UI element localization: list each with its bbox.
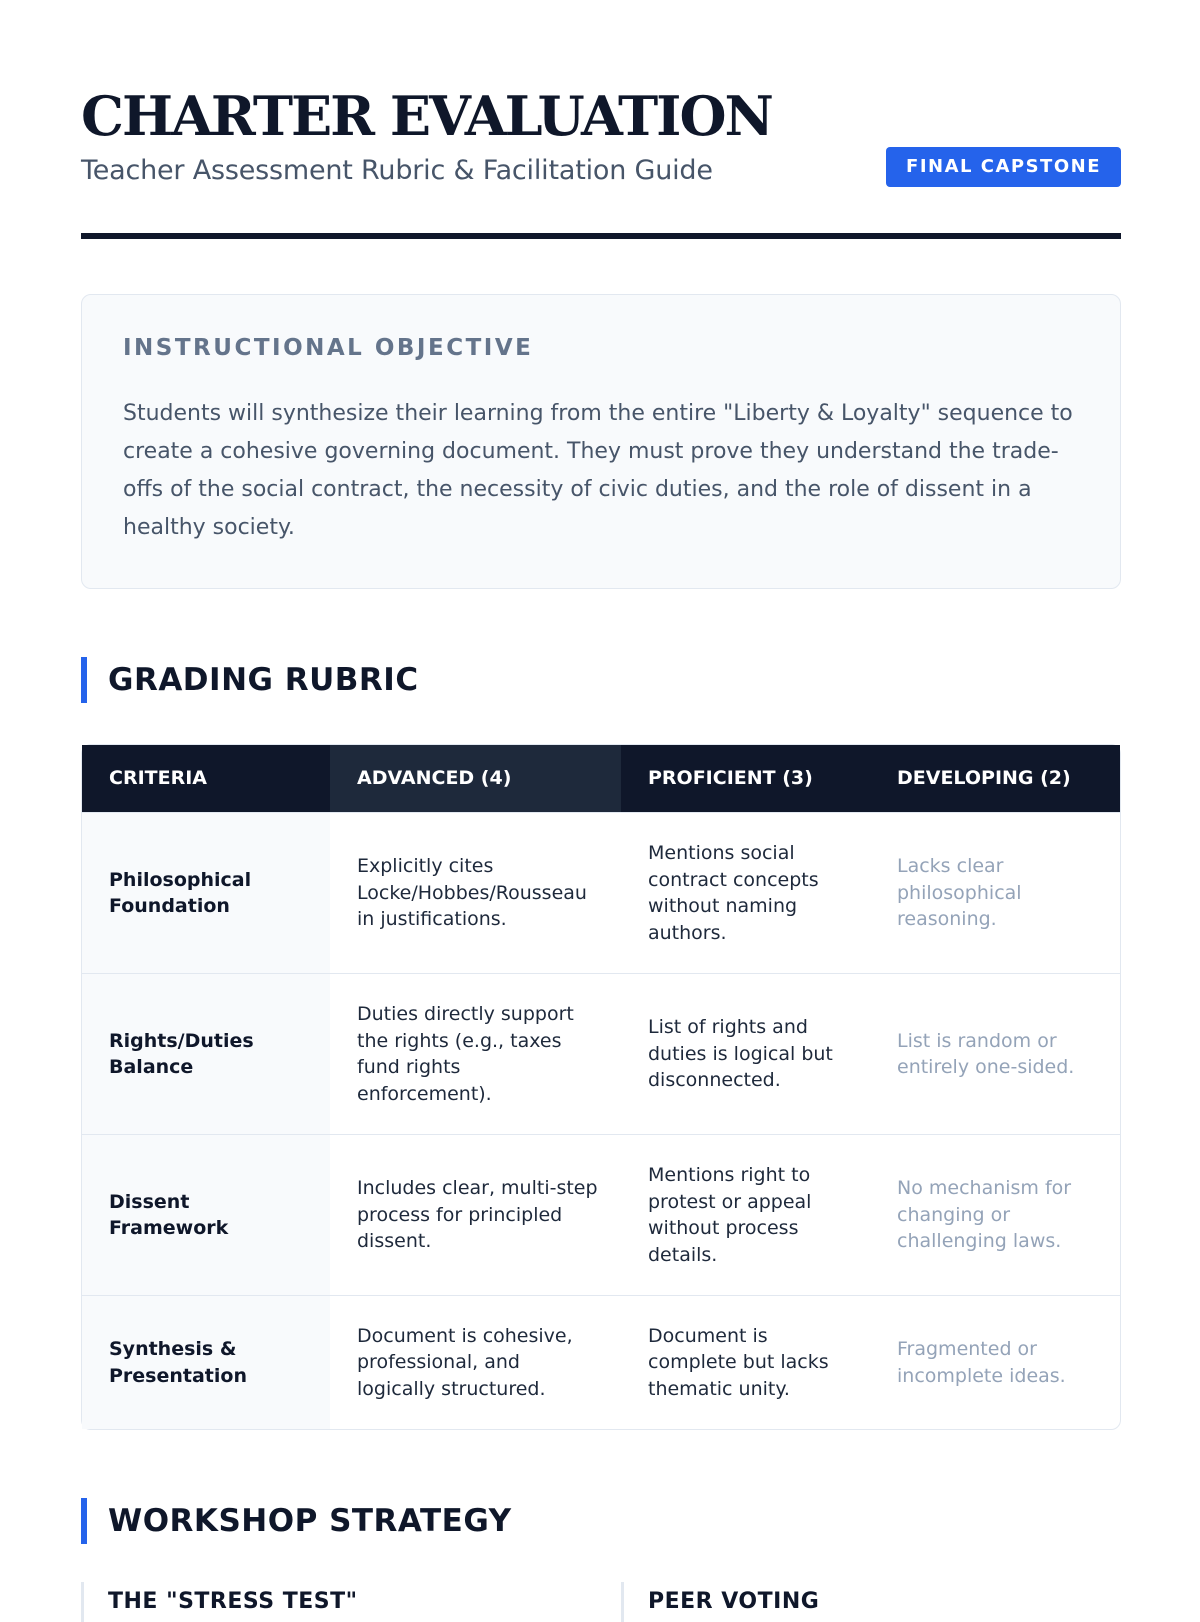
developing-cell: No mechanism for changing or challenging laws. xyxy=(897,1177,1072,1253)
proficient-cell: List of rights and duties is logical but disconnected. xyxy=(648,1016,833,1092)
proficient-cell: Document is complete but lacks thematic unity. xyxy=(648,1324,829,1400)
column-header-proficient: PROFICIENT (3) xyxy=(648,767,813,789)
criteria-cell: Philosophical Foundation xyxy=(82,813,330,973)
page-subtitle: Teacher Assessment Rubric & Facilitation Guide xyxy=(81,155,713,186)
table-row xyxy=(82,1134,1120,1295)
workshop-section-title: WORKSHOP STRATEGY xyxy=(81,1498,512,1544)
advanced-cell: Duties directly support the rights (e.g., taxes fund rights enforcement). xyxy=(357,1003,574,1105)
objective-card xyxy=(81,294,1121,589)
proficient-cell: Mentions social contract concepts without naming authors. xyxy=(648,842,819,944)
objective-heading: INSTRUCTIONAL OBJECTIVE xyxy=(123,335,534,361)
document-header xyxy=(81,84,1121,244)
column-header-developing: DEVELOPING (2) xyxy=(897,767,1071,789)
rubric-header-row xyxy=(82,745,1120,812)
developing-cell: Fragmented or incomplete ideas. xyxy=(897,1338,1066,1387)
stress-test-heading: THE "STRESS TEST" xyxy=(81,1582,358,1622)
advanced-cell: Document is cohesive, professional, and logically structured. xyxy=(357,1324,573,1400)
criteria-cell: Synthesis & Presentation xyxy=(82,1296,330,1429)
developing-cell: Lacks clear philosophical reasoning. xyxy=(897,855,1022,931)
column-header-criteria: CRITERIA xyxy=(109,767,207,789)
rubric-table xyxy=(81,744,1121,1430)
table-row xyxy=(82,812,1120,973)
table-row xyxy=(82,1295,1120,1429)
advanced-cell: Includes clear, multi-step process for principled dissent. xyxy=(357,1177,598,1253)
advanced-cell: Explicitly cites Locke/Hobbes/Rousseau in justifications. xyxy=(357,855,587,931)
developing-cell: List is random or entirely one-sided. xyxy=(897,1029,1075,1078)
rubric-section-title: GRADING RUBRIC xyxy=(81,657,419,703)
status-badge: FINAL CAPSTONE xyxy=(886,147,1121,187)
objective-text: Students will synthesize their learning from the entire "Liberty & Loyalty" sequence to create a cohesive governing document. They must prove they understand the trade-offs of the social contract, the necessity of civic duties, and the role of dissent in a healthy society. xyxy=(123,401,1073,540)
page-title: CHARTER EVALUATION xyxy=(81,84,772,148)
criteria-cell: Rights/Duties Balance xyxy=(82,974,330,1134)
workshop-columns xyxy=(81,1582,1121,1622)
peer-voting-heading: PEER VOTING xyxy=(621,1582,819,1622)
header-divider xyxy=(81,233,1121,239)
column-header-advanced: ADVANCED (4) xyxy=(330,745,621,812)
proficient-cell: Mentions right to protest or appeal without process details. xyxy=(648,1164,812,1266)
criteria-cell: Dissent Framework xyxy=(82,1135,330,1295)
table-row xyxy=(82,973,1120,1134)
